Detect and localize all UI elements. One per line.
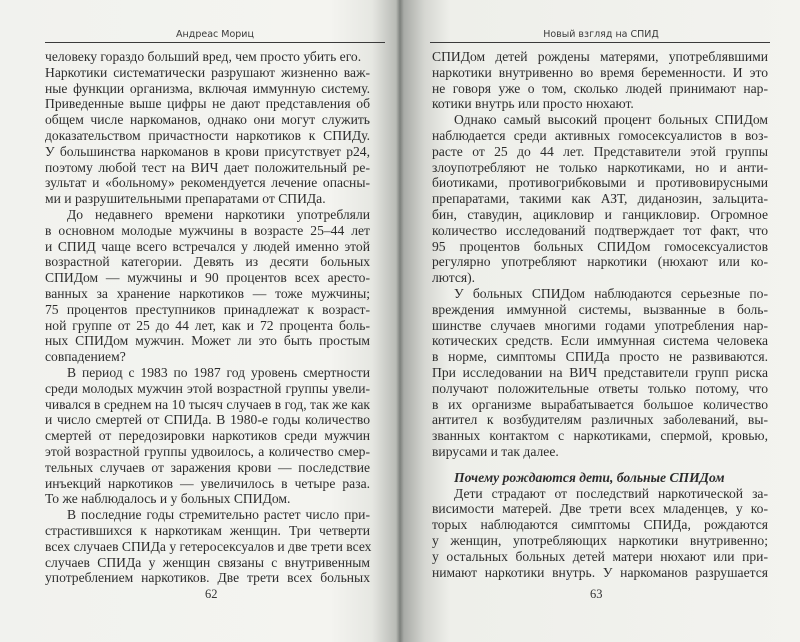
text-line: То же наблюдалось и у больных СПИДом. [45,491,291,507]
text-line: торых наблюдаются симптомы СПИДа, рождаются [432,517,768,533]
text-line: поэтому любой тест на ВИЧ дает положительный ре- [45,159,370,175]
text-line: При исследовании на ВИЧ представители групп риска [432,364,768,380]
text-line: висимости матерей. Две трети всех младенцев, у ко- [432,501,768,517]
text-line: Дети страдают от последствий наркотической за- [454,485,768,501]
text-line: инъекций наркотиков — увеличилось в четыре раза. [45,475,370,491]
text-line: СПИДом детей рождены матерями, употреблявшими [432,49,768,64]
text-line: среди молодых мужчин этой возрастной группы увели- [45,380,370,396]
paragraph-gap [432,460,768,470]
text-line: тельных случаев от заражения крови — последствие [45,459,370,475]
text-line: ные функции организма, включая иммунную систему. [45,80,370,96]
text-line: доказательством причастности наркотиков к СПИДу. [45,127,370,143]
text-line: смертей от передозировки наркотиков среди мужчин [45,428,370,444]
text-line: всех случаев СПИДа у гетеросексуалов и две трети всех [45,538,372,554]
text-line: не говоря уже о том, сколько людей принимают нар- [432,80,768,96]
text-line: званных контактом с наркотиками, спермой, кровью, [432,428,768,444]
text-line: наркотики внутривенно во время беременности. И это [432,64,768,80]
header-rule [45,42,385,43]
text-line: количество исследований подтверждает тот факт, что [432,222,768,238]
text-line: антител к возбудителям различных заболеваний, вы- [432,412,768,428]
text-line: ной группе от 25 до 44 лет, как и 72 процента боль- [45,317,370,333]
text-line: шинстве случаев многими годами употребления нар- [432,317,768,333]
text-line: биотиками, противогрибковыми и противовирусными [432,175,768,191]
text-line: злоупотребляют не только наркотиками, но и анти- [432,159,768,175]
text-line: в их организме вырабатывается большое количество [432,396,768,412]
text-line: и СПИД чаще всего встречался у людей именно этой [45,238,370,254]
text-line: случаев СПИДа у женщин связаны с внутривенным [45,554,370,570]
text-line: в основном молодые мужчины в возрасте 25–44 лет [45,222,370,238]
text-line: У большинства наркоманов в крови присутствует p24, [45,143,370,159]
text-line: страстившихся к наркотикам женщин. Три четверти [45,522,370,538]
text-line: котики внутрь или просто нюхают. [432,96,634,112]
text-line: До недавнего времени наркотики употребляли [67,206,370,222]
running-head-title: Новый взгляд на СПИД [543,29,659,40]
text-line: и число смертей от СПИДа. В 1980-е годы количество [45,412,370,428]
right-page [400,0,800,642]
text-line: регулярно употребляют наркотики (нюхают или ко- [432,254,768,270]
text-line: Однако самый высокий процент больных СПИДом [454,112,768,128]
text-line: ми и разрушительными препаратами от СПИДа. [45,191,326,207]
text-line: расте от 25 до 44 лет. Представители этой группы [432,143,768,159]
text-line: 75 процентов преступников принадлежат к возраст- [45,301,370,317]
text-line: бин, ставудин, ацикловир и ганцикловир. Огромное [432,206,768,222]
text-line: в норме, симптомы СПИДа просто не развиваются. [432,349,768,365]
text-line: чивался в среднем на 10 тысяч случаев в год, так же как [45,396,370,412]
text-line: Приведенные выше цифры не дают представления об [45,96,370,112]
text-line: употреблением наркотиков. Две трети всех больных [45,570,370,586]
text-line: препаратами, такими как АЗТ, диданозин, зальцита- [432,191,768,207]
text-line: В период с 1983 по 1987 год уровень смертности [67,364,370,380]
text-line: человеку гораздо больший вред, чем просто убить его. [45,49,362,64]
body-text [45,49,370,586]
section-heading: Почему рождаются дети, больные СПИДом [454,469,725,485]
text-line: 95 процентов больных СПИДом гомосексуалистов [432,238,768,254]
text-line: возрастной категории. Девять из десяти больных [45,254,370,270]
text-line: у женщин, употребляющих наркотики внутривенно; [432,532,768,548]
text-line: совпадением? [45,349,126,365]
text-line: СПИДом — мужчины и 90 процентов всех аресто- [45,270,370,286]
text-line: У больных СПИДом наблюдаются серьезные по- [454,285,768,301]
text-line: нимают наркотики внутрь. У наркоманов разрушается [432,564,768,580]
text-line: В последние годы стремительно растет число при- [67,507,370,523]
page-number: 63 [590,587,603,601]
text-line: общем числе наркоманов, однако они могут служить [45,112,370,128]
header-rule [430,42,770,43]
text-line: ных СПИДом мужчин. Может ли это быть простым [45,333,370,349]
page-number: 62 [205,587,218,601]
text-line: Наркотики систематически разрушают жизненно важ- [45,64,370,80]
text-line: получают положительные ответы только потому, что [432,380,768,396]
text-line: лются). [432,270,476,286]
text-line: вреждения иммунной системы, вызванные в боль- [432,301,768,317]
text-line: наблюдается среди активных гомосексуалистов в воз- [432,127,768,143]
text-line: у остальных больных детей матери нюхают или при- [432,548,768,564]
running-head-author: Андреас Мориц [176,29,254,40]
text-line: зультат и «больному» рекомендуется лечение опасны- [45,175,370,191]
text-line: котических средств. Если иммунная система человека [432,333,768,349]
text-line: ванных за хранение наркотиков — тоже мужчины; [45,285,370,301]
body-text [432,49,768,580]
text-line: этой возрастной группы удвоилось, а количество смер- [45,443,370,459]
text-line: вирусами и так далее. [432,443,559,459]
